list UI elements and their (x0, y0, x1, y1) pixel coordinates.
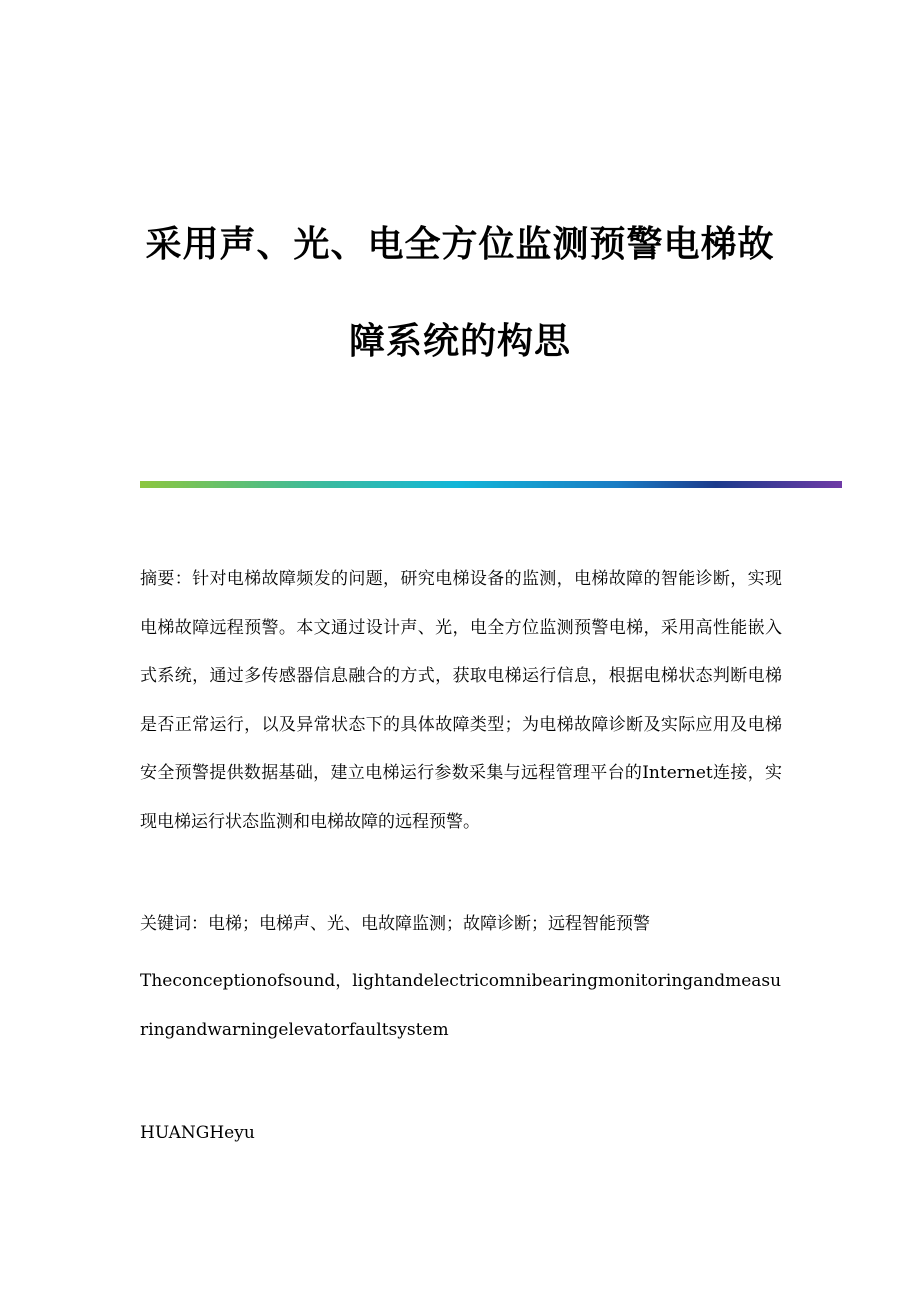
document-title-line-1: 采用声、光、电全方位监测预警电梯故 (145, 223, 775, 265)
keywords-line: 关键词：电梯；电梯声、光、电故障监测；故障诊断；远程智能预警 (140, 914, 650, 934)
abstract-paragraph: 摘要：针对电梯故障频发的问题，研究电梯设备的监测，电梯故障的智能诊断，实现电梯故障远程预警。本文通过设计声、光，电全方位监测预警电梯，采用高性能嵌入式系统，通过多传感器信息融合的方式，获取电梯运行信息，根据电梯状态判断电梯是否正常运行，以及异常状态下的具体故障类型；为电梯故障诊断及实际应用及电梯安全预警提供数据基础，建立电梯运行参数采集与远程管理平台的Internet连接，实现电梯运行状态监测和电梯故障的远程预警。 (140, 569, 782, 832)
english-title: Theconceptionofsound，lightandelectricomnibearingmonitoringandmeasuringandwarningelevatorfaultsystem (140, 971, 782, 1040)
gradient-divider (140, 481, 842, 488)
document-title-line-2: 障系统的构思 (348, 320, 571, 362)
author-name: HUANGHeyu (140, 1123, 255, 1143)
